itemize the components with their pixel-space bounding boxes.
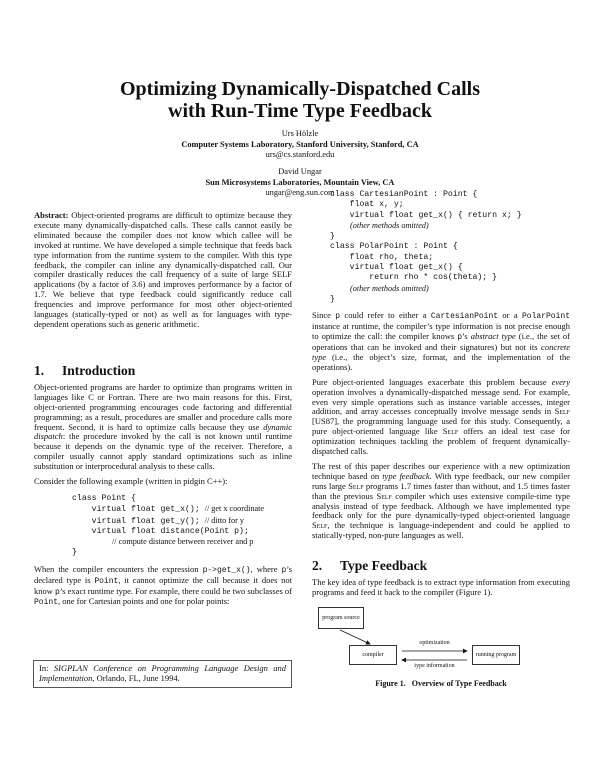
text: Since [312,310,336,321]
emphasis: dynamic dispatch [34,421,292,442]
code-line: virtual float distance(Point p); [72,526,249,536]
code-line: float rho, theta; [330,252,434,262]
figure-box-compiler: compiler [349,645,397,665]
emphasis: every [551,376,570,387]
text: , the technique is language-independent and could be applied to statically-typed, non-pure languages as well. [312,520,570,541]
text: , one for Cartesian points and one for polar points: [58,596,230,607]
section-1-heading [34,363,292,379]
footnote-box [33,660,292,688]
right-paragraph-3 [312,462,570,541]
code-comment: (other methods omitted) [350,220,429,230]
language-name: Self [348,480,364,491]
arrow-source-to-compiler [340,630,370,644]
section-title: Introduction [62,362,136,378]
right-column [312,190,570,691]
code-inline: p->get_x() [202,565,251,575]
left-column [34,211,292,613]
author-name: Urs Hölzle [281,129,319,138]
code-subclasses [312,190,570,305]
text: Pure object-oriented languages exacerbate this problem because [312,376,552,387]
code-line: } [330,294,335,304]
text: compiler which uses extensive compile-time type analysis instead of type feedback. Although we have implemented type feedback only for the pure dynamically-typed object-oriented language [312,490,570,521]
code-comment: // compute distance between receiver and p [112,537,254,547]
code-line: class CartesianPoint : Point { [330,190,478,199]
abstract-label: Abstract: [34,210,69,220]
right-paragraph-1 [312,311,570,372]
text: (i.e., the set of operations that can be invoked and their signatures) but not its [312,331,571,352]
language-name: Self [312,520,328,531]
code-inline: Point [94,576,119,586]
text: could refer to either a [340,310,431,321]
code-line: } [72,548,77,558]
text: ’s declared type is [34,563,293,585]
code-line: return rho * cos(theta); } [330,273,498,283]
language-name: Self [442,426,459,437]
right-paragraph-2 [312,378,570,457]
text: (i.e., the object’s size, format, and the implementation of the operations). [312,351,570,372]
text: , where [250,563,282,574]
language-name: Self [376,490,392,501]
footnote-text [39,664,286,684]
text: , Orlando, FL, June 1994. [92,672,180,683]
code-line: } [330,232,335,242]
author-affiliation: Sun Microsystems Laboratories, Mountain View, CA [205,177,395,187]
intro-paragraph-3 [34,565,292,609]
figure-caption: Figure 1. Overview of Type Feedback [375,679,507,689]
code-inline: p [281,565,287,575]
text: . With type feedback, our new compiler runs large [312,470,570,491]
section-number: 2. [312,558,323,574]
code-line: class PolarPoint : Point { [330,242,458,252]
text: [US87], the programming language used for this study. Consequently, a pure object-oriented language like [312,416,570,437]
text: Object-oriented programs are harder to optimize than programs written in languages like C or Fortran. There are two main reasons for this. First, object-oriented programming encourages code factoring and differential programming; as a result, procedures are smaller and procedure calls more frequent. Second, it is hard to optimize calls because they use [34,381,292,432]
text: , it cannot optimize the call because it does not know [34,574,292,596]
code-comment: // ditto for y [204,515,245,525]
code-inline: Point [34,598,59,608]
code-point-class [34,494,292,559]
code-comment: (other methods omitted) [350,283,429,293]
text: instance at runtime, the compiler’s type information is not precise enough to optimize the call: the compiler knows [312,321,570,342]
section-2-heading [312,558,570,574]
text: ’s [462,331,471,342]
code-inline: p [335,312,341,322]
abstract [34,211,292,330]
code-line: virtual float get_x() { [330,263,463,273]
emphasis: concrete type [312,341,570,362]
code-comment: // get x coordinate [204,504,265,514]
figure-label-type-information: type information [414,663,455,670]
figure-label-optimization: optimization [419,640,450,647]
intro-paragraph-2: Consider the following example (written in pidgin C++): [34,476,228,487]
code-inline: CartesianPoint [430,312,499,322]
code-line: virtual float get_y(); [72,516,205,526]
code-inline: PolarPoint [522,312,571,322]
text: When the compiler encounters the expression [34,563,203,574]
paper-title-line1: Optimizing Dynamically-Dispatched Calls [119,78,480,100]
type-feedback-paragraph: The key idea of type feedback is to extract type information from executing programs and feed it back to the compiler (Figure 1). [312,577,570,598]
code-inline: p [457,333,463,343]
code-line: float x, y; [330,200,404,210]
text: : the procedure invoked by the call is not known until runtime because it depends on the dynamic type of the receiver. Therefore, a compiler usually cannot apply standard optimizations such as inline substitution or interprocedural analysis to these calls. [34,431,292,472]
text: offers an ideal test case for optimization techniques tackling the problem of frequent dynamically-dispatched calls. [312,426,570,457]
text: operation involves a dynamically-dispatched message send. For example, even very simple operations such as instance variable accesses, integer addition, and array accesses conceptually involve message sends in [312,386,570,417]
code-line: class Point { [72,493,136,503]
text: programs 1.7 times faster than without, and 1.5 times faster than the previous [312,480,570,501]
emphasis: type feedback [382,470,430,481]
section-title: Type Feedback [340,558,428,574]
author-affiliation: Computer Systems Laboratory, Stanford University, Stanford, CA [181,139,419,149]
author-email: ungar@eng.sun.com [265,188,335,197]
text: The rest of this paper describes our experience with a new optimization technique based on [312,460,570,481]
text: ’s exact runtime type. For example, there could be two subclasses of [59,585,292,596]
text: In: [39,663,54,673]
figure-1 [312,607,570,691]
language-name: Self [554,406,570,417]
figure-box-program-source: program source [318,607,364,629]
emphasis: abstract type [470,331,516,342]
conference-name: SIGPLAN Conference on Programming Language Design and Implementation [39,663,286,683]
text: or a [498,310,522,321]
intro-paragraph-1 [34,383,292,472]
abstract-text: Object-oriented programs are difficult to optimize because they execute many dynamically-dispatched calls. These calls cannot easily be eliminated because the compiler does not know which callee will be invoked at runtime. We have developed a simple technique that feeds back type information from the runtime system to the compiler. With this type feedback, the compiler can inline any dynamically-dispatched call. Our compiler drastically reduces the call frequency of a suite of large SELF applications (by a factor of 3.6) and improves performance by a factor of 1.7. We believe that type feedback could significantly reduce call frequencies and improve performance for most other object-oriented languages (statically-typed or not) as well as for languages with type-dependent operations such as generic arithmetic. [34,210,292,329]
author-1 [0,129,600,161]
paper-title-line2: with Run-Time Type Feedback [168,100,432,122]
author-email: urs@cs.stanford.edu [265,150,335,159]
section-number: 1. [34,362,45,378]
code-inline: p [55,587,60,597]
figure-box-running-program: running program [472,645,520,665]
author-name: David Ungar [278,167,322,176]
code-line: virtual float get_x(); [72,505,205,515]
code-line: virtual float get_x() { return x; } [330,210,522,220]
